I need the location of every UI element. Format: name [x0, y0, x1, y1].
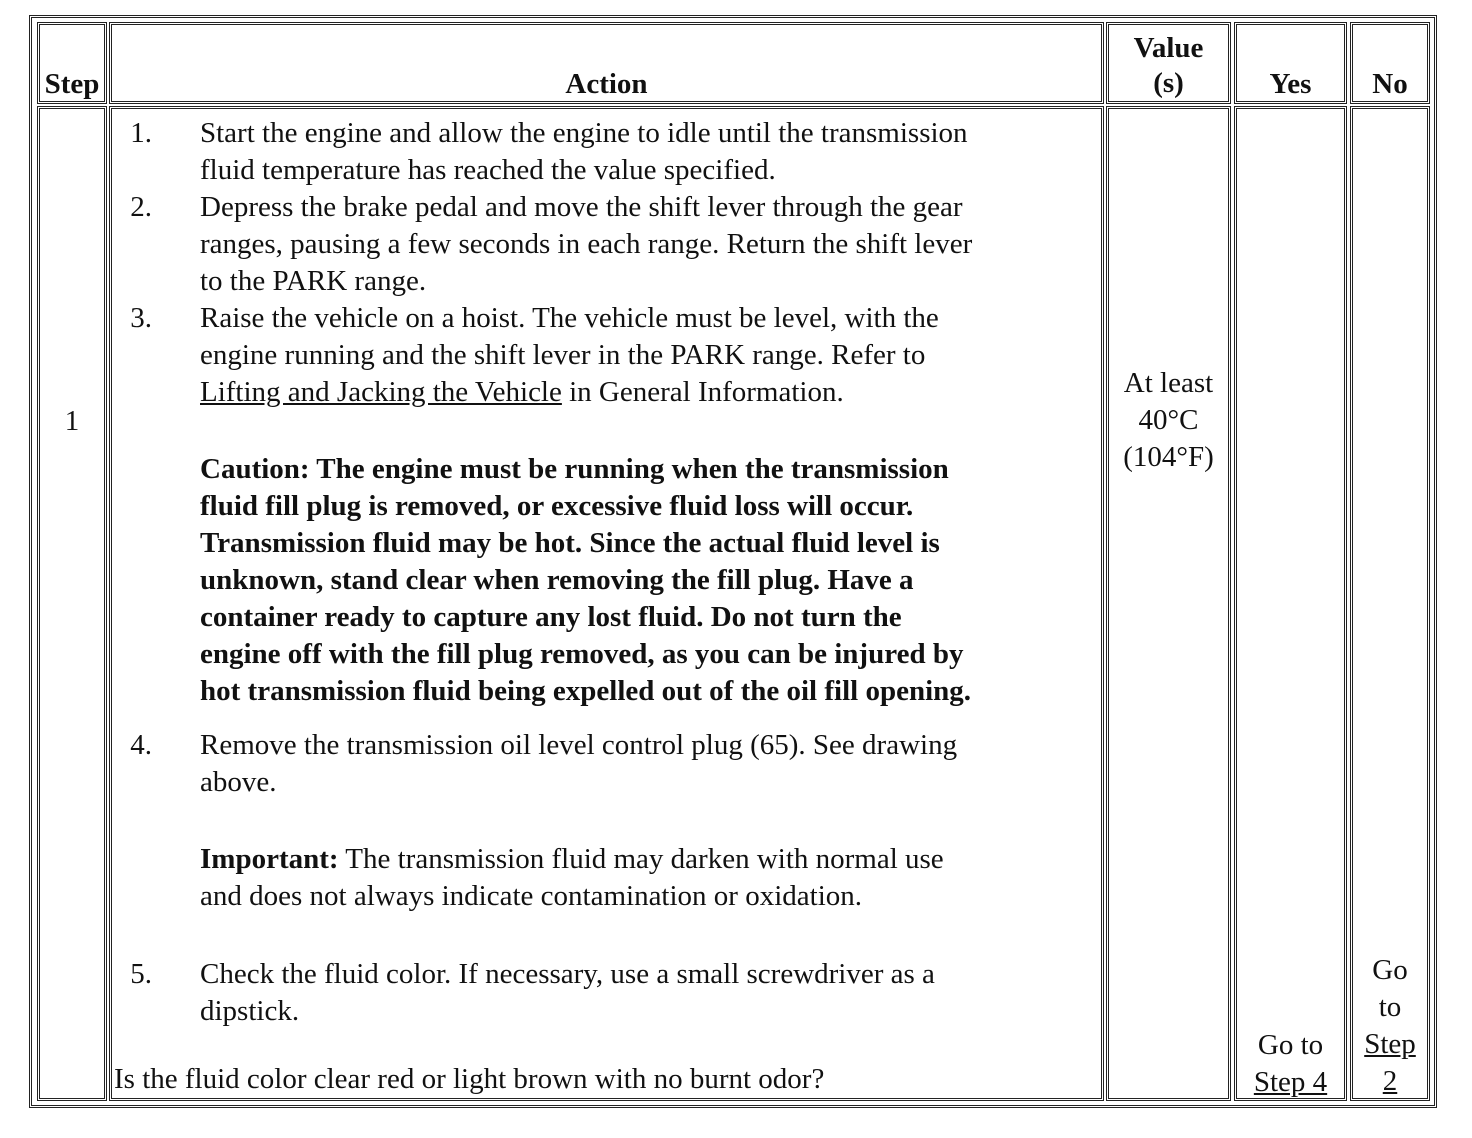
item-text-line: fluid temperature has reached the value specified. — [200, 154, 776, 186]
yes-text — [1237, 1027, 1344, 1101]
item-text-line: dipstick. — [200, 995, 300, 1027]
value-line: 40°C — [1138, 404, 1199, 436]
item-text-line: Raise the vehicle on a hoist. The vehicle must be level, with the — [200, 302, 939, 334]
item-text-line: Start the engine and allow the engine to idle until the transmission — [200, 117, 968, 149]
value-cell — [1106, 106, 1231, 1101]
caution-line: hot transmission fluid being expelled out of the oil fill opening. — [200, 675, 972, 707]
caution-line: unknown, stand clear when removing the fill plug. Have a — [200, 564, 914, 596]
important-note — [200, 841, 944, 878]
item-text-line: Remove the transmission oil level control plug (65). See drawing — [200, 729, 958, 761]
no-text — [1353, 952, 1427, 1100]
yes-cell — [1234, 106, 1347, 1101]
item-number: 5. — [130, 958, 152, 990]
item-text-line: ranges, pausing a few seconds in each range. Return the shift lever — [200, 228, 973, 260]
no-goto-label: Go — [1372, 954, 1408, 986]
header-no — [1350, 22, 1430, 104]
header-yes — [1234, 22, 1347, 104]
caution-line: Transmission fluid may be hot. Since the actual fluid level is — [200, 527, 940, 559]
question-text: Is the fluid color clear red or light brown with no burnt odor? — [114, 1063, 825, 1095]
caution-line: Caution: The engine must be running when the transmission — [200, 453, 949, 485]
item-number: 2. — [130, 191, 152, 223]
item-number: 4. — [130, 729, 152, 761]
header-yes-label: Yes — [1269, 68, 1312, 100]
header-action — [109, 22, 1104, 104]
item-number: 1. — [130, 117, 152, 149]
no-goto-label: to — [1378, 991, 1402, 1023]
go-to-step-4-link[interactable]: Step 4 — [1253, 1066, 1328, 1098]
important-note-line: and does not always indicate contamination or oxidation. — [200, 880, 863, 912]
caution-line: engine off with the fill plug removed, as you can be injured by — [200, 638, 964, 670]
value-text — [1109, 365, 1228, 476]
item-text-line: Check the fluid color. If necessary, use a small screwdriver as a — [200, 958, 935, 990]
step-cell — [37, 106, 107, 1101]
header-value-unit: (s) — [1153, 67, 1184, 99]
header-value-label: Value — [1133, 32, 1204, 64]
value-line: (104°F) — [1123, 441, 1214, 473]
go-to-step-2-link[interactable]: Step — [1364, 1028, 1416, 1060]
header-step-label: Step — [44, 68, 100, 100]
value-line: At least — [1123, 367, 1214, 399]
header-value — [1106, 22, 1231, 104]
item-text-line: engine running and the shift lever in the PARK range. Refer to — [200, 339, 926, 371]
yes-goto-label: Go to — [1257, 1029, 1324, 1061]
header-step — [37, 22, 107, 104]
item-text-line: above. — [200, 766, 277, 798]
lifting-jacking-link[interactable]: Lifting and Jacking the Vehicle — [200, 376, 562, 408]
action-cell — [109, 106, 1104, 1101]
important-label: Important: — [200, 843, 339, 875]
caution-line: fluid fill plug is removed, or excessive fluid loss will occur. — [200, 490, 914, 522]
no-cell — [1350, 106, 1430, 1101]
item-text-line: to the PARK range. — [200, 265, 427, 297]
step-number: 1 — [64, 405, 80, 437]
caution-line: container ready to capture any lost fluid. Do not turn the — [200, 601, 902, 633]
header-no-label: No — [1372, 68, 1408, 100]
item-text-line — [200, 374, 844, 411]
go-to-step-2-link-number[interactable]: 2 — [1382, 1065, 1398, 1097]
item-text-after-link: in General Information. — [561, 376, 844, 408]
header-action-label: Action — [565, 68, 648, 100]
item-number: 3. — [130, 302, 152, 334]
item-text-line: Depress the brake pedal and move the shift lever through the gear — [200, 191, 963, 223]
important-text: The transmission fluid may darken with normal use — [338, 843, 944, 875]
